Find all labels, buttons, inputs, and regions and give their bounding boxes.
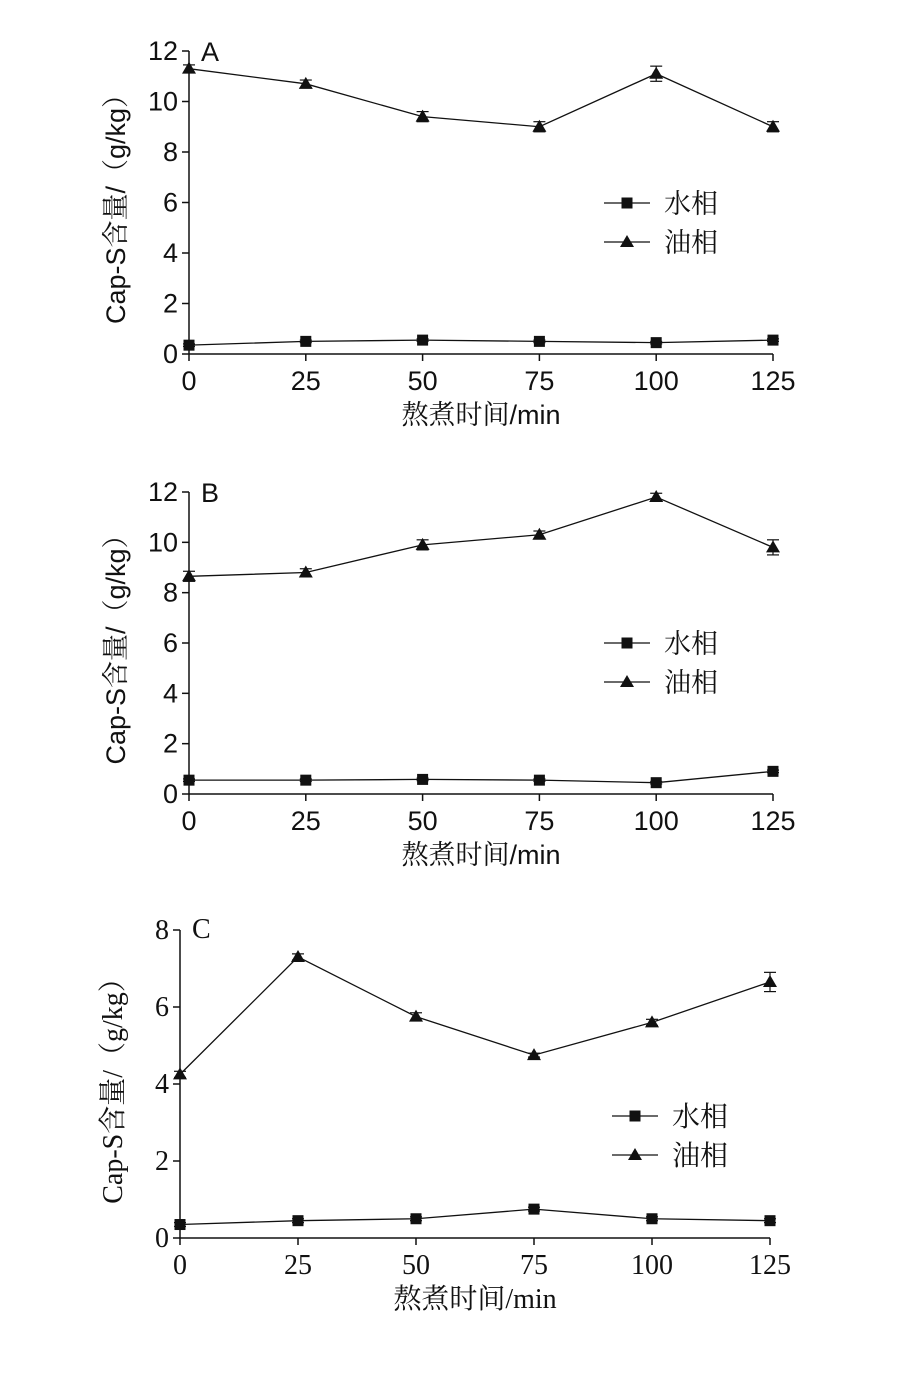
- series-line: [189, 69, 773, 127]
- series-water-phase: [174, 1204, 776, 1230]
- data-point: [649, 490, 663, 502]
- y-tick-label: 12: [147, 477, 178, 507]
- legend-square-marker: [622, 638, 633, 649]
- legend-triangle-marker: [620, 675, 634, 687]
- legend-triangle-marker: [628, 1148, 642, 1160]
- y-tick-label: 2: [162, 728, 178, 759]
- data-point: [417, 335, 428, 346]
- data-point: [647, 1213, 658, 1224]
- legend-item: [612, 1140, 728, 1172]
- data-point: [768, 335, 779, 346]
- data-point: [417, 774, 428, 785]
- y-tick-label: 0: [162, 779, 178, 809]
- x-tick-label: 25: [290, 806, 321, 836]
- x-tick-label: 0: [173, 1250, 187, 1281]
- x-tick-label: 100: [633, 366, 679, 396]
- x-tick-label: 75: [524, 806, 555, 836]
- y-tick-label: 4: [162, 238, 178, 268]
- x-tick-label: 125: [750, 806, 796, 836]
- data-point: [766, 540, 780, 552]
- x-tick-label: 0: [181, 366, 197, 396]
- series-water-phase: [183, 335, 779, 351]
- legend-item: [604, 629, 718, 659]
- data-point: [293, 1215, 304, 1226]
- legend-label: 油相: [664, 668, 718, 698]
- data-point: [175, 1219, 186, 1230]
- data-point: [765, 1215, 776, 1226]
- data-point: [651, 337, 662, 348]
- legend-item: [612, 1101, 728, 1133]
- x-tick-label: 100: [633, 806, 679, 836]
- legend-square-marker: [622, 198, 633, 209]
- y-tick-label: 4: [162, 678, 178, 709]
- legend-label: 水相: [664, 629, 718, 659]
- legend: [604, 189, 718, 258]
- x-tick-label: 50: [402, 1250, 430, 1281]
- data-point: [184, 775, 195, 786]
- data-point: [300, 336, 311, 347]
- series-oil-phase: [173, 950, 777, 1079]
- y-tick-label: 0: [155, 1223, 169, 1254]
- x-axis-title: 熬煮时间/min: [401, 840, 561, 870]
- chart-panel-c: [97, 914, 791, 1315]
- x-tick-label: 0: [181, 806, 197, 836]
- y-tick-label: 10: [147, 527, 178, 558]
- y-tick-label: 6: [162, 628, 178, 658]
- y-tick-label: 2: [155, 1146, 169, 1177]
- y-axis-title: Cap-S含量/（g/kg）: [101, 521, 131, 765]
- x-tick-label: 25: [284, 1250, 312, 1281]
- legend-label: 油相: [664, 228, 718, 258]
- y-axis-title: Cap-S含量/（g/kg）: [101, 80, 131, 325]
- data-point: [411, 1213, 422, 1224]
- x-tick-label: 50: [407, 806, 438, 836]
- data-point: [529, 1204, 540, 1215]
- y-tick-label: 0: [162, 339, 178, 369]
- panel-label: A: [201, 37, 220, 67]
- series-line: [189, 771, 773, 782]
- legend-label: 水相: [672, 1102, 729, 1133]
- legend-triangle-marker: [620, 235, 634, 247]
- legend-square-marker: [630, 1111, 641, 1122]
- chart-panel-b: [101, 477, 796, 870]
- data-point: [768, 766, 779, 777]
- panel-label: C: [192, 914, 211, 945]
- x-axis-title: 熬煮时间/min: [401, 400, 561, 430]
- legend: [604, 629, 718, 698]
- y-tick-label: 2: [162, 288, 178, 319]
- x-tick-label: 75: [520, 1250, 548, 1281]
- series-water-phase: [183, 766, 779, 788]
- x-tick-label: 100: [631, 1250, 673, 1281]
- data-point: [534, 775, 545, 786]
- y-tick-label: 6: [162, 187, 178, 218]
- data-point: [534, 336, 545, 347]
- y-tick-label: 8: [162, 137, 178, 167]
- series-line: [189, 340, 773, 345]
- y-axis-title: Cap-S含量/（g/kg）: [98, 964, 129, 1204]
- legend-label: 水相: [664, 189, 718, 219]
- y-tick-label: 8: [162, 577, 178, 608]
- legend-item: [604, 228, 718, 258]
- y-tick-label: 4: [155, 1069, 169, 1100]
- data-point: [409, 1010, 423, 1022]
- y-tick-label: 12: [147, 36, 178, 66]
- data-point: [300, 775, 311, 786]
- data-point: [291, 950, 305, 962]
- legend: [612, 1101, 728, 1172]
- y-tick-label: 8: [155, 915, 169, 946]
- data-point: [649, 67, 663, 79]
- series-line: [189, 497, 773, 576]
- x-tick-label: 125: [750, 366, 796, 396]
- legend-item: [604, 668, 718, 698]
- x-tick-label: 25: [290, 366, 321, 396]
- panel-label: B: [201, 478, 220, 508]
- legend-label: 油相: [672, 1141, 729, 1172]
- data-point: [651, 777, 662, 788]
- chart-panel-a: [101, 36, 796, 430]
- legend-item: [604, 189, 718, 219]
- series-line: [180, 957, 770, 1074]
- x-tick-label: 125: [749, 1250, 791, 1281]
- y-tick-label: 6: [155, 992, 169, 1023]
- x-axis-title: 熬煮时间/min: [393, 1284, 557, 1315]
- data-point: [184, 340, 195, 351]
- series-oil-phase: [182, 490, 780, 581]
- series-line: [180, 1209, 770, 1224]
- series-oil-phase: [182, 62, 780, 132]
- x-tick-label: 75: [524, 366, 555, 396]
- data-point: [763, 975, 777, 987]
- y-tick-label: 10: [147, 86, 178, 117]
- x-tick-label: 50: [407, 366, 438, 396]
- data-point: [182, 62, 196, 74]
